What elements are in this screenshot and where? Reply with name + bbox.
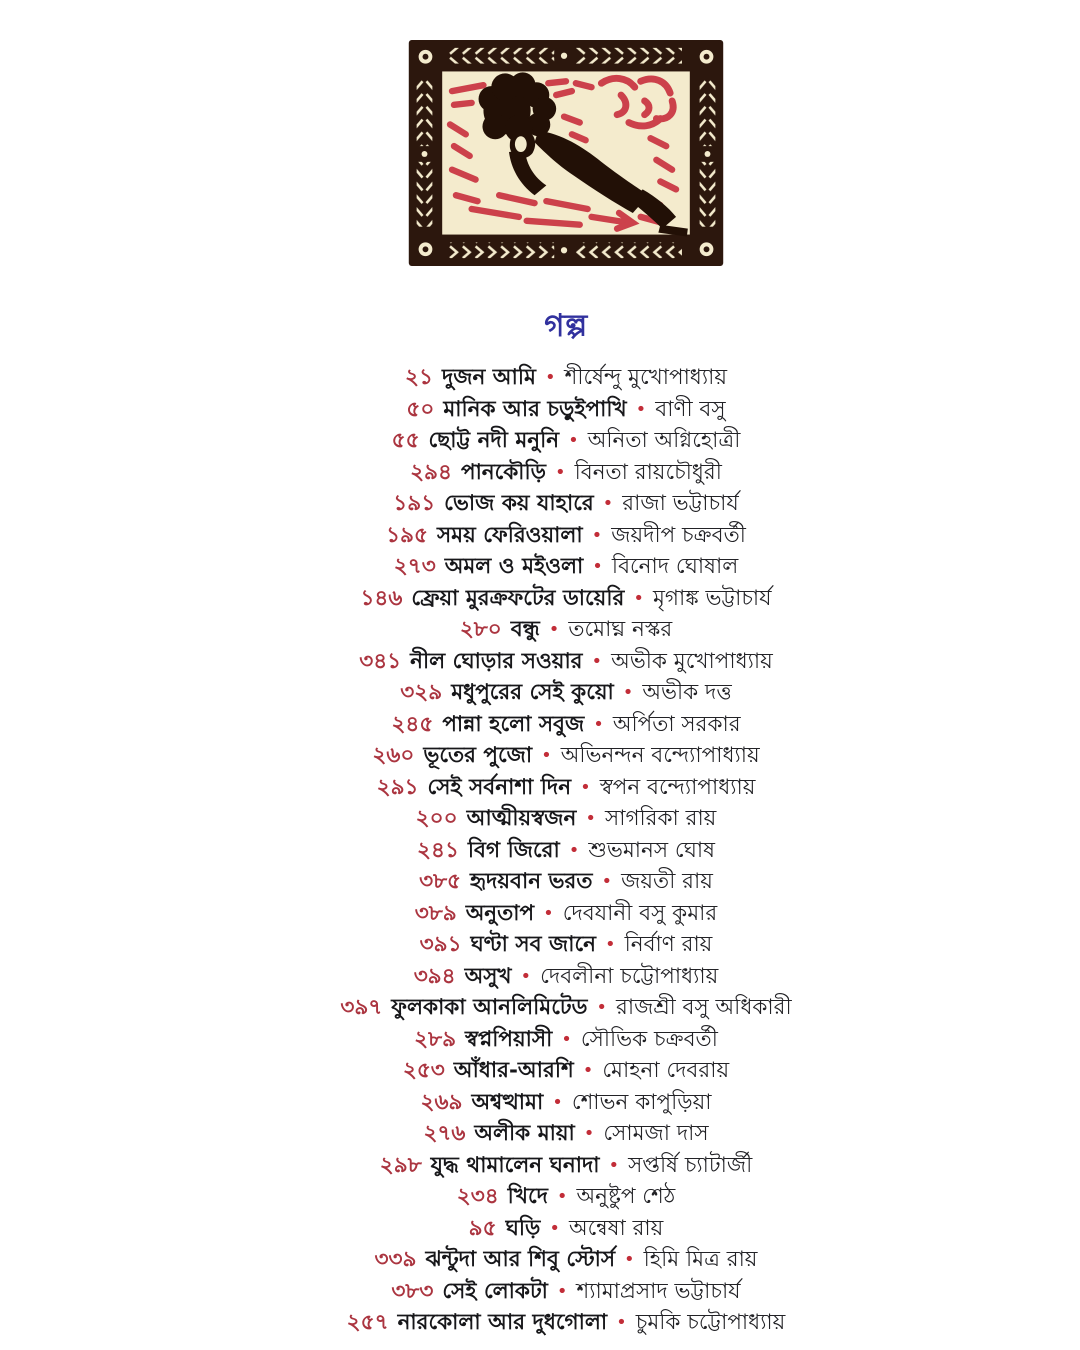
entry-page-number: ৩২৯ — [400, 680, 443, 705]
entry-author: সৌভিক চক্রবর্তী — [580, 1026, 718, 1052]
entry-author: রাজশ্রী বসু অধিকারী — [616, 995, 792, 1020]
entry-title: বিগ জিরো — [467, 837, 560, 863]
entry-page-number: ২৫৩ — [402, 1058, 445, 1083]
bullet-separator: • — [568, 839, 580, 861]
entry-page-number: ২৭৩ — [393, 554, 436, 579]
toc-entry — [26, 362, 1080, 394]
toc-entry — [26, 709, 1080, 741]
entry-title: সেই লোকটা — [442, 1278, 548, 1304]
entry-author: শ্যামাপ্রসাদ ভট্টাচার্য — [576, 1278, 741, 1304]
logo-face-cutout — [515, 136, 527, 152]
entry-page-number: ২০০ — [415, 806, 458, 831]
entry-title: ফুলকাকা আনলিমিটেড — [391, 995, 588, 1020]
entry-author: রাজা ভট্টাচার্য — [622, 491, 739, 516]
entry-title: অনুতাপ — [465, 900, 535, 926]
bullet-separator: • — [583, 1123, 595, 1144]
entry-page-number: ২৪১ — [417, 837, 459, 863]
bullet-separator: • — [601, 871, 613, 892]
toc-entry — [26, 1244, 1080, 1276]
entry-title: স্বপ্নপিয়াসী — [465, 1026, 553, 1052]
toc-entry — [26, 677, 1080, 709]
bullet-separator: • — [548, 619, 560, 640]
bullet-separator: • — [592, 556, 603, 577]
entry-page-number: ৫০ — [406, 396, 435, 422]
entry-page-number: ৩৯৭ — [340, 995, 383, 1020]
entry-title: যুদ্ধ থামালেন ঘনাদা — [430, 1152, 600, 1178]
entry-title: সময় ফেরিওয়ালা — [436, 522, 583, 548]
toc-entry — [26, 1150, 1080, 1182]
bullet-separator: • — [568, 430, 579, 451]
toc-entry — [26, 1055, 1080, 1087]
entry-page-number: ৩৮৩ — [391, 1278, 434, 1304]
entry-author: সোমজা দাস — [603, 1121, 709, 1146]
entry-page-number: ৩৪১ — [359, 648, 402, 674]
entry-author: বিনতা রায়চৌধুরী — [574, 459, 722, 485]
toc-entry — [26, 772, 1080, 804]
entry-page-number: ৩৮৯ — [414, 900, 457, 926]
entry-page-number: ২৭৬ — [423, 1121, 466, 1146]
entry-page-number: ৯৫ — [468, 1215, 497, 1241]
bullet-separator: • — [549, 1217, 560, 1239]
entry-title: হৃদয়বান ভরত — [469, 869, 593, 894]
entry-page-number: ১৯১ — [393, 491, 436, 516]
entry-author: অভীক মুখোপাধ্যায় — [611, 648, 773, 674]
entry-title: অশ্বত্থামা — [471, 1089, 544, 1115]
bullet-separator: • — [561, 1028, 572, 1050]
bullet-separator: • — [544, 367, 556, 388]
entry-author: বাণী বসু — [655, 396, 726, 422]
bullet-separator: • — [591, 524, 603, 546]
entry-title: ভোজ কয় যাহারে — [444, 491, 594, 516]
bullet-separator: • — [624, 1249, 635, 1270]
entry-title: নীল ঘোড়ার সওয়ার — [410, 648, 583, 674]
entry-author: স্বপন বন্দ্যোপাধ্যায় — [599, 774, 756, 800]
toc-entry — [26, 992, 1080, 1024]
entry-page-number: ২৮৯ — [414, 1026, 457, 1052]
entry-author: অন্বেষা রায় — [568, 1215, 664, 1241]
entry-title: ফ্রেয়া মুরক্রফটের ডায়েরি — [411, 585, 625, 611]
entry-title: পানকৌড়ি — [460, 459, 546, 485]
entry-page-number: ২১ — [405, 365, 433, 390]
entry-title: অমল ও মইওলা — [444, 554, 584, 579]
toc-entry — [26, 803, 1080, 835]
toc-entry — [26, 1276, 1080, 1308]
toc-entry — [26, 488, 1080, 520]
table-of-contents — [26, 362, 1080, 1339]
entry-title: খিদে — [507, 1184, 548, 1209]
entry-page-number: ২৬০ — [372, 743, 415, 768]
entry-author: দেবযানী বসু কুমার — [562, 900, 718, 926]
entry-page-number: ২৯৮ — [379, 1152, 422, 1178]
entry-author: শুভমানস ঘোষ — [588, 837, 715, 863]
entry-page-number: ২৪৫ — [391, 711, 434, 737]
bullet-separator: • — [556, 1280, 568, 1302]
entry-author: অভীক দত্ত — [642, 680, 732, 705]
entry-title: ঝন্টুদা আর শিবু স্টোর্স — [425, 1247, 616, 1272]
bullet-separator: • — [635, 398, 647, 420]
toc-entry — [26, 835, 1080, 867]
entry-title: দুজন আমি — [441, 365, 536, 390]
woodcut-book-illustration — [408, 40, 724, 266]
toc-entry — [26, 646, 1080, 678]
bullet-separator: • — [593, 713, 604, 735]
toc-entry — [26, 740, 1080, 772]
entry-title: পান্না হলো সবুজ — [442, 711, 585, 737]
entry-author: সাগরিকা রায় — [605, 806, 717, 831]
toc-entry — [26, 1213, 1080, 1245]
bullet-separator: • — [602, 493, 614, 514]
toc-entry — [26, 1024, 1080, 1056]
entry-title: ছোট্ট নদী মনুনি — [428, 428, 560, 453]
entry-title: অলীক মায়া — [474, 1121, 575, 1146]
bullet-separator: • — [554, 461, 566, 483]
entry-author: অভিনন্দন বন্দ্যোপাধ্যায় — [560, 743, 760, 768]
entry-page-number: ৩৩৯ — [374, 1247, 417, 1272]
toc-entry — [26, 394, 1080, 426]
toc-entry — [26, 1087, 1080, 1119]
entry-author: অর্পিতা সরকার — [612, 711, 741, 737]
entry-author: শোভন কাপুড়িয়া — [571, 1089, 712, 1115]
bullet-separator: • — [633, 587, 644, 609]
entry-title: আত্মীয়স্বজন — [466, 806, 577, 831]
entry-page-number: ৩৮৫ — [419, 869, 461, 894]
entry-author: জয়দীপ চক্রবর্তী — [611, 522, 746, 548]
toc-entry — [26, 866, 1080, 898]
entry-title: নারকোলা আর দুধগোলা — [397, 1310, 608, 1335]
bullet-separator: • — [604, 934, 616, 955]
entry-author: দেবলীনা চট্টোপাধ্যায় — [540, 963, 719, 989]
entry-page-number: ২৬৯ — [420, 1089, 463, 1115]
entry-author: মোহনা দেবরায় — [602, 1058, 730, 1083]
entry-page-number: ২৯৪ — [410, 459, 452, 485]
bullet-separator: • — [622, 682, 634, 703]
entry-title: ঘড়ি — [505, 1215, 541, 1241]
toc-entry — [26, 614, 1080, 646]
entry-title: মানিক আর চড়ুইপাখি — [443, 396, 627, 422]
entry-author: হিমি মিত্র রায় — [643, 1247, 758, 1272]
entry-page-number: ১৪৬ — [360, 585, 403, 611]
book-logo — [408, 40, 724, 266]
entry-page-number: ৫৫ — [391, 428, 420, 453]
entry-author: অনিতা অগ্নিহোত্রী — [587, 428, 741, 453]
entry-page-number: ২৫৭ — [346, 1310, 389, 1335]
toc-entry — [26, 583, 1080, 615]
entry-title: অসুখ — [464, 963, 512, 989]
entry-author: তমোঘ্ন নস্কর — [568, 617, 673, 642]
entry-author: জয়তী রায় — [621, 869, 713, 894]
entry-page-number: ২৮০ — [459, 617, 502, 642]
entry-page-number: ১৯৫ — [386, 522, 428, 548]
entry-author: মৃগাঙ্ক ভট্টাচার্য — [652, 585, 772, 611]
entry-author: শীর্ষেন্দু মুখোপাধ্যায় — [564, 365, 727, 390]
bullet-separator: • — [591, 650, 603, 672]
bullet-separator: • — [596, 997, 608, 1018]
toc-entry — [26, 961, 1080, 993]
entry-title: সেই সর্বনাশা দিন — [427, 774, 572, 800]
bullet-separator: • — [616, 1312, 627, 1333]
entry-author: বিনোদ ঘোষাল — [611, 554, 739, 579]
entry-page-number: ২৯১ — [376, 774, 419, 800]
entry-page-number: ২৩৪ — [456, 1184, 499, 1209]
bullet-separator: • — [580, 776, 591, 798]
entry-title: মধুপুরের সেই কুয়ো — [451, 680, 614, 705]
toc-entry — [26, 898, 1080, 930]
toc-entry — [26, 457, 1080, 489]
entry-title: বন্ধু — [510, 617, 540, 642]
entry-page-number: ৩৯৪ — [413, 963, 456, 989]
bullet-separator: • — [543, 902, 554, 924]
bullet-separator: • — [582, 1060, 594, 1081]
toc-entry — [26, 929, 1080, 961]
bullet-separator: • — [541, 745, 552, 766]
section-title: গল্প — [544, 308, 588, 344]
toc-entry — [26, 551, 1080, 583]
entry-title: ভূতের পুজো — [423, 743, 533, 768]
bullet-separator: • — [556, 1186, 568, 1207]
toc-entry — [26, 1307, 1080, 1339]
toc-entry — [26, 520, 1080, 552]
bullet-separator: • — [520, 965, 532, 987]
entry-author: চুমকি চট্টোপাধ্যায় — [635, 1310, 786, 1335]
entry-title: ঘণ্টা সব জানে — [470, 932, 596, 957]
toc-entry — [26, 1181, 1080, 1213]
entry-author: অনুষ্টুপ শেঠ — [576, 1184, 676, 1209]
contents-page — [26, 0, 1080, 1339]
entry-author: নির্বাণ রায় — [624, 932, 713, 957]
toc-entry — [26, 1118, 1080, 1150]
bullet-separator: • — [608, 1154, 620, 1176]
entry-page-number: ৩৯১ — [419, 932, 462, 957]
toc-entry — [26, 425, 1080, 457]
bullet-separator: • — [585, 808, 596, 829]
entry-author: সপ্তর্ষি চ্যাটার্জী — [628, 1152, 753, 1178]
entry-title: আঁধার-আরশি — [453, 1058, 574, 1083]
bullet-separator: • — [552, 1091, 563, 1113]
